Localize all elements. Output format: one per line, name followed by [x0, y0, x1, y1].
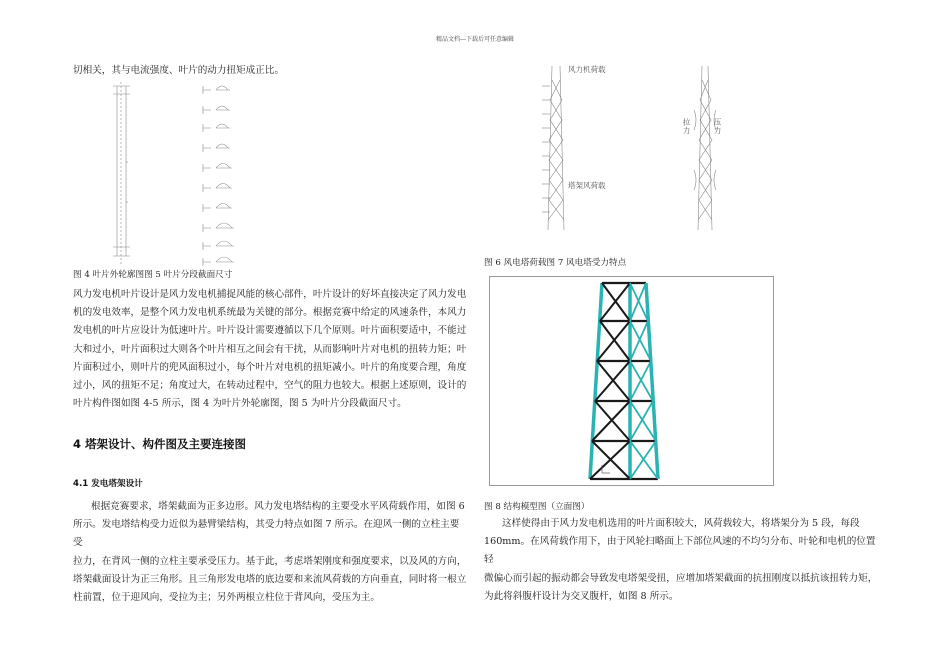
page-header-note: 精品文档---下载后可任意编辑: [435, 36, 515, 43]
fig7-label-right: 压力: [713, 118, 722, 135]
fig7-force-diagram: [690, 60, 720, 236]
fig4-blade-outline: [108, 82, 138, 264]
para-tower-design: [73, 498, 468, 607]
subsection-heading: 4.1 发电塔架设计: [73, 479, 143, 489]
fig8-structure-model: [489, 276, 774, 486]
para-blade-design: [73, 286, 468, 413]
para-line: 拉力，在背风一侧的立柱主要承受压力。基于此，考虑塔架刚度和强度要求，以及风的方向，: [73, 555, 467, 567]
para-line: 根据竞赛要求，塔架截面为正多边形。风力发电塔结构的主要受水平风荷载作用，如图 6: [91, 501, 465, 512]
fig6-wind-load-diagram: [538, 60, 578, 236]
fig5-blade-sections: [200, 80, 240, 266]
para-line: 所示。发电塔结构受力近似为悬臂梁结构，其受力特点如图 7 所示。在迎风一侧的立柱主要受: [73, 519, 460, 549]
para-line: 微偏心而引起的振动都会导致发电塔架受扭，应增加塔架截面的抗扭刚度以抵抗该扭转力矩，: [484, 572, 878, 584]
para-line: 过小，风的扭矩不足；角度过大，在转动过程中，空气的阻力也较大。根据上述原则，设计的: [73, 380, 467, 392]
para-line: 叶片构件图如图 4-5 所示，图 4 为叶片外轮廓图，图 5 为叶片分段截面尺寸。: [73, 398, 407, 410]
fig6-label-bottom: 塔架风荷载: [568, 181, 606, 190]
para-line: 塔架截面设计为正三角形。且三角形发电塔的底边要和来流风荷载的方向垂直，同时将一根立: [73, 573, 467, 585]
para-line: 发电机的叶片应设计为低速叶片。叶片设计需要遵循以下几个原则。叶片面积要适中，不能过: [73, 325, 467, 337]
fig8-caption: 图 8 结构模型图（立面图）: [484, 502, 590, 512]
para-line: 风力发电机叶片设计是风力发电机捕捉风能的核心部件，叶片设计的好坏直接决定了风力发电: [73, 289, 467, 300]
para-line: 机的发电效率，是整个风力发电机系统最为关键的部分。根据竞赛中给定的风速条件，本风力: [73, 307, 467, 319]
para-line: 这样使得由于风力发电机选用的叶片面积较大，风荷载较大，将塔架分为 5 段，每段: [502, 518, 860, 529]
fig6-label-top: 风力机荷载: [568, 65, 606, 74]
para-line: 片面积过小，则叶片的兜风面积过小，每个叶片对电机的扭矩减小。叶片的角度要合理，角度: [73, 361, 467, 373]
para-line: 柱前置，位于迎风向，受拉为主；另外两根立柱位于背风向，受压为主。: [73, 592, 380, 604]
fig7-label-left: 拉力: [682, 118, 691, 135]
section-heading: 4 塔架设计、构件图及主要连接图: [73, 437, 247, 451]
para-line: 大和过小，叶片面积过大则各个叶片相互之间会有干扰，从而影响叶片对电机的扭转力矩；叶: [73, 343, 467, 355]
para-torsion: [484, 515, 884, 606]
para-line: 160mm。在风荷载作用下，由于风轮扫略面上下部位风速的不均匀分布、叶轮和电机的位置轻: [484, 536, 876, 566]
fig67-caption: 图 6 风电塔荷载图 7 风电塔受力特点: [484, 258, 627, 268]
para-line: 为此将斜腹杆设计为交叉腹杆，如图 8 所示。: [484, 590, 679, 602]
fig45-caption: 图 4 叶片外轮廓图图 5 叶片分段截面尺寸: [73, 270, 233, 280]
intro-line: 切相关，其与电流强度、叶片的动力扭矩成正比。: [73, 65, 285, 76]
